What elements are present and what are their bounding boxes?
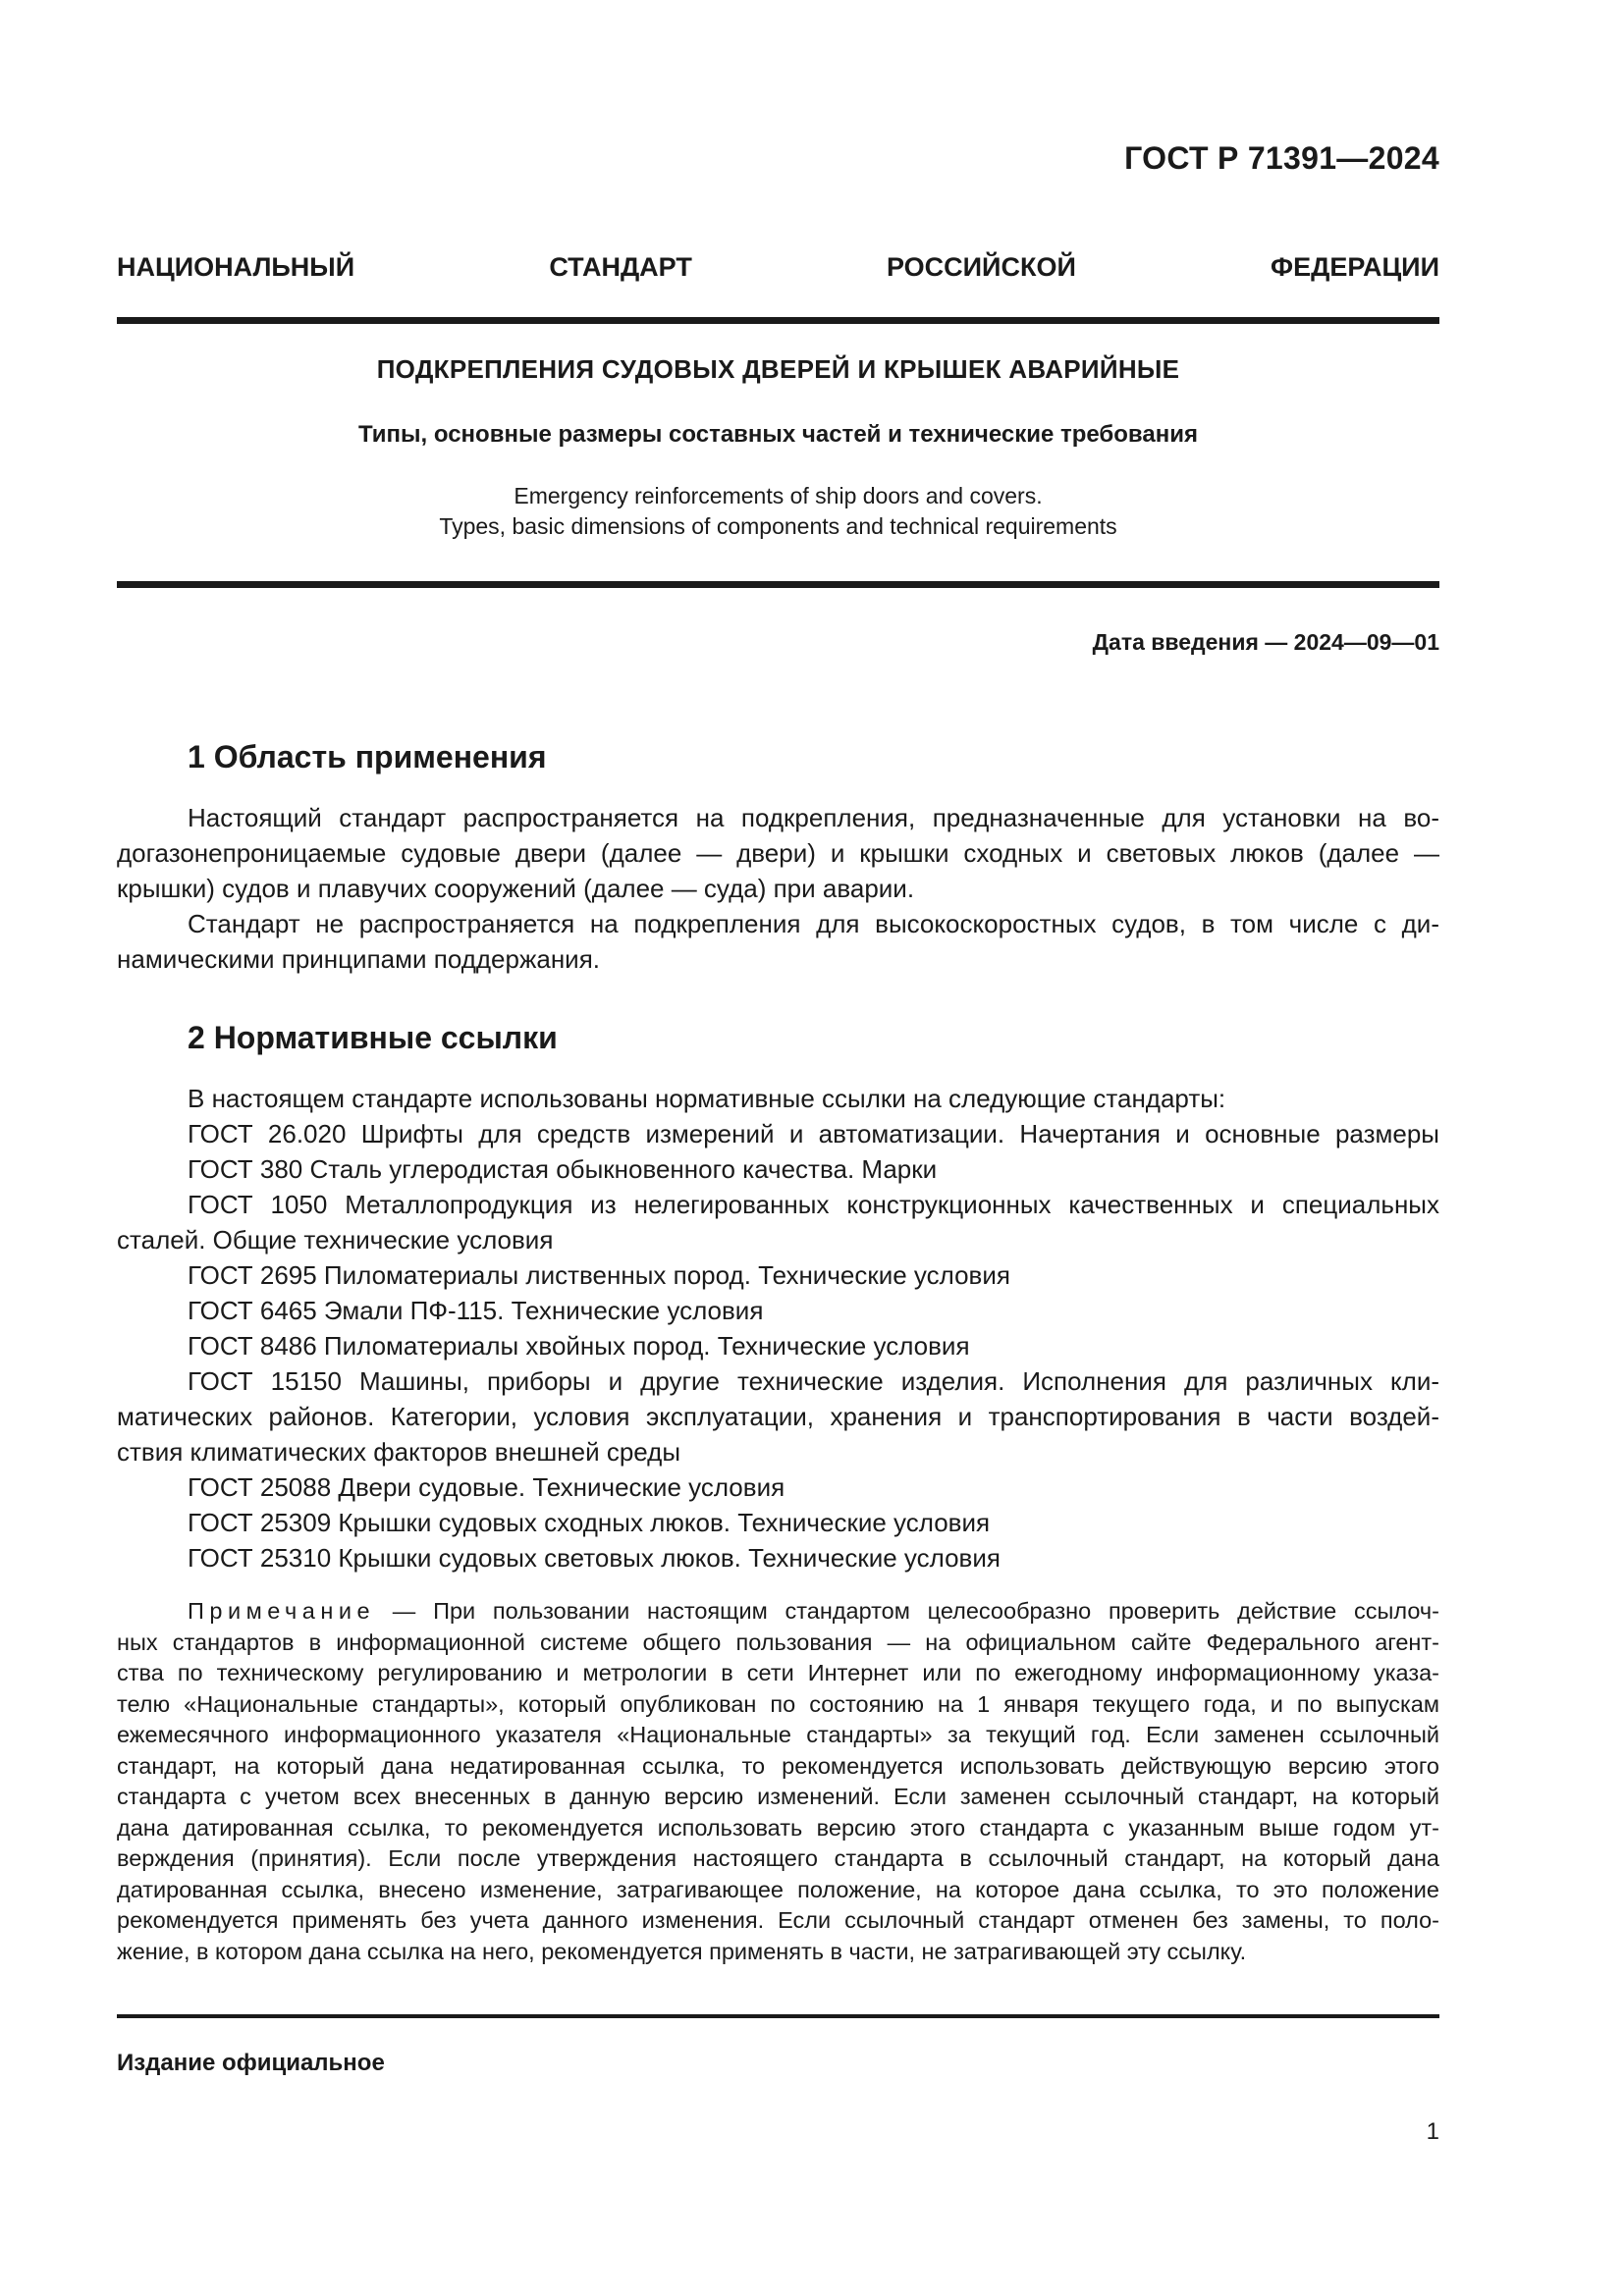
section-2-body xyxy=(117,1081,1439,1575)
banner-word: НАЦИОНАЛЬНЫЙ xyxy=(117,252,355,282)
note-block xyxy=(117,1596,1439,1967)
text-line: догазонепроницаемые судовые двери (далее — двери) и крышки сходных и световых люков (далее — xyxy=(117,838,1439,868)
note-line: ных стандартов в информационной системе общего пользования — на официальном сайте Федерального агент- xyxy=(117,1629,1439,1655)
title-divider xyxy=(117,581,1439,588)
official-edition-label: Издание официальное xyxy=(117,2050,385,2076)
section-1-body xyxy=(117,800,1439,977)
banner-word: СТАНДАРТ xyxy=(549,252,692,282)
reference-line: ГОСТ 15150 Машины, приборы и другие технические изделия. Исполнения для различных кли- xyxy=(188,1366,1439,1396)
banner-word: РОССИЙСКОЙ xyxy=(887,252,1076,282)
english-title-line-2: Types, basic dimensions of components and technical requirements xyxy=(439,513,1117,539)
reference-line: ГОСТ 25310 Крышки судовых световых люков. Технические условия xyxy=(188,1543,1001,1573)
document-page xyxy=(117,0,1439,2296)
note-line: датированная ссылка, внесено изменение, затрагивающее положение, на которое дана ссылка, то это положение xyxy=(117,1876,1439,1902)
reference-line: ГОСТ 380 Сталь углеродистая обыкновенного качества. Марки xyxy=(188,1154,938,1184)
document-code: ГОСТ Р 71391—2024 xyxy=(1124,140,1439,176)
reference-line: сталей. Общие технические условия xyxy=(117,1225,554,1255)
top-divider xyxy=(117,317,1439,324)
footer-divider xyxy=(117,2014,1439,2018)
note-line: жение, в котором дана ссылка на него, рекомендуется применять в части, не затрагивающей эту ссылку. xyxy=(117,1938,1247,1964)
text-line: В настоящем стандарте использованы нормативные ссылки на следующие стандарты: xyxy=(188,1084,1226,1113)
note-line: стандарта с учетом всех внесенных в данную версию изменений. Если заменен ссылочный стандарт, на который xyxy=(117,1784,1439,1809)
reference-line: ГОСТ 2695 Пиломатериалы лиственных пород. Технические условия xyxy=(188,1260,1010,1290)
note-text: — При пользовании настоящим стандартом целесообразно проверить действие ссылоч- xyxy=(375,1598,1439,1624)
note-line: рекомендуется применять без учета данного изменения. Если ссылочный стандарт отменен без замены, то поло- xyxy=(117,1907,1439,1933)
document-title: ПОДКРЕПЛЕНИЯ СУДОВЫХ ДВЕРЕЙ И КРЫШЕК АВАРИЙНЫЕ xyxy=(376,354,1180,384)
reference-line: ГОСТ 26.020 Шрифты для средств измерений и автоматизации. Начертания и основные размеры xyxy=(188,1119,1439,1148)
reference-line: ГОСТ 25309 Крышки судовых сходных люков. Технические условия xyxy=(188,1508,991,1537)
note-line xyxy=(117,1596,1439,1628)
note-line: стандарт, на который дана недатированная ссылка, то рекомендуется использовать действующую версию этого xyxy=(117,1752,1439,1779)
document-subtitle: Типы, основные размеры составных частей и технические требования xyxy=(358,421,1198,448)
introduction-date: Дата введения — 2024—09—01 xyxy=(1092,629,1439,655)
text-line: Стандарт не распространяется на подкрепления для высокоскоростных судов, в том числе с ди- xyxy=(188,909,1439,938)
section-2-heading: 2 Нормативные ссылки xyxy=(188,1020,558,1055)
reference-line: ГОСТ 6465 Эмали ПФ-115. Технические условия xyxy=(188,1296,764,1325)
reference-line: ГОСТ 25088 Двери судовые. Технические условия xyxy=(188,1472,785,1502)
reference-line: ГОСТ 1050 Металлопродукция из нелегированных конструкционных качественных и специальных xyxy=(188,1190,1439,1219)
note-line: телю «Национальные стандарты», который опубликован по состоянию на 1 января текущего года, и по выпускам xyxy=(117,1690,1439,1717)
note-line: ства по техническому регулированию и метрологии в сети Интернет или по ежегодному информационному указа- xyxy=(117,1660,1439,1685)
reference-line: матических районов. Категории, условия эксплуатации, хранения и транспортирования в части воздей- xyxy=(117,1402,1439,1431)
english-title-line-1: Emergency reinforcements of ship doors and covers. xyxy=(514,483,1043,508)
reference-line: ГОСТ 8486 Пиломатериалы хвойных пород. Технические условия xyxy=(188,1331,970,1361)
reference-line: ствия климатических факторов внешней среды xyxy=(117,1437,681,1467)
text-line: крышки) судов и плавучих сооружений (далее — суда) при аварии. xyxy=(117,874,915,903)
note-line: ежемесячного информационного указателя «Национальные стандарты» за текущий год. Если заменен ссылочный xyxy=(117,1722,1439,1747)
text-line: намическими принципами поддержания. xyxy=(117,944,601,974)
note-label: Примечание xyxy=(188,1598,376,1624)
section-1-heading: 1 Область применения xyxy=(188,739,547,774)
note-line: верждения (принятия). Если после утверждения настоящего стандарта в ссылочный стандарт, на который дана xyxy=(117,1845,1439,1871)
text-line: Настоящий стандарт распространяется на подкрепления, предназначенные для установки на во- xyxy=(188,803,1439,832)
page-number: 1 xyxy=(1426,2118,1439,2145)
national-standard-banner xyxy=(117,252,1439,283)
banner-word: ФЕДЕРАЦИИ xyxy=(1271,252,1439,282)
note-line: дана датированная ссылка, то рекомендуется использовать версию этого стандарта с указанным выше годом ут- xyxy=(117,1814,1439,1841)
